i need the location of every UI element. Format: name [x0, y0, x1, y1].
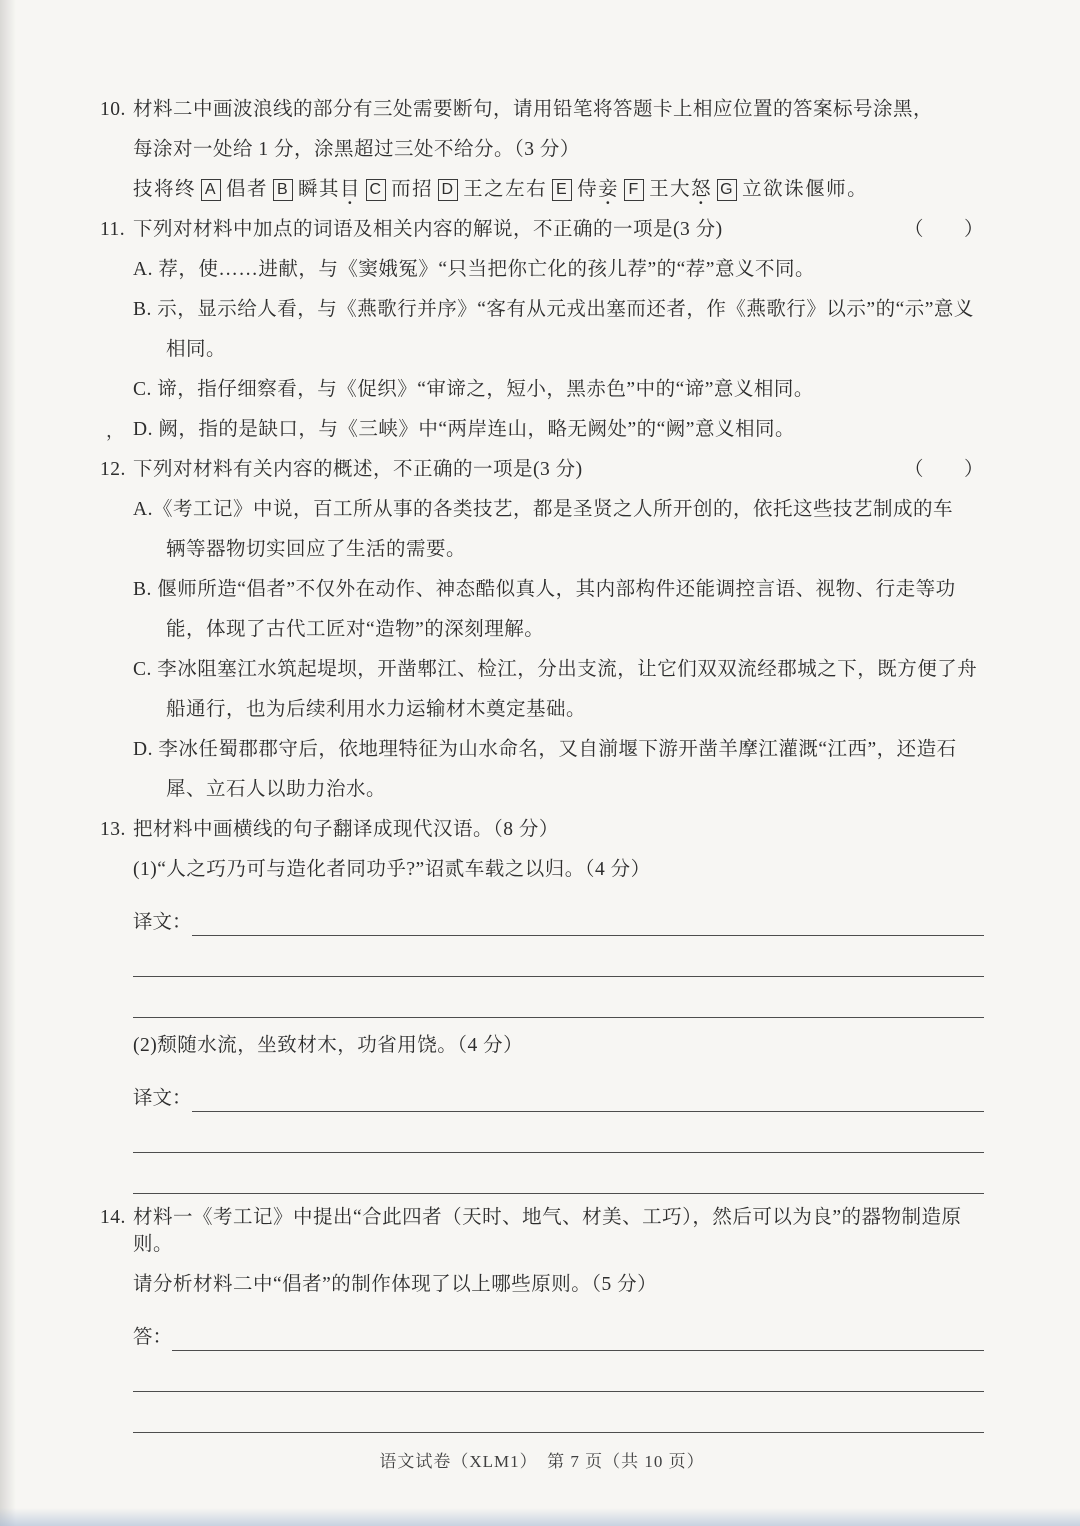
translation-label: 译文：: [133, 912, 192, 933]
q12-option-a-line-2: 辆等器物切实回应了生活的需要。: [166, 539, 467, 560]
sentence-text: 王之左右: [463, 179, 548, 200]
sentence-text: 怒: [691, 179, 713, 200]
question-12: [100, 456, 984, 803]
answer-line: [133, 977, 984, 1018]
q14-stem-line-2: 请分析材料二中“倡者”的制作体现了以上哪些原则。（5 分）: [133, 1274, 658, 1295]
sentence-text: 妾: [598, 179, 620, 200]
stem-text: 材料二中画波浪线的部分有三处需要断句，请用铅笔将答题卡上相应位置的答案标号涂黑，: [133, 99, 934, 120]
q12-option-a-line-1: A.《考工记》中说，百工所从事的各类技艺，都是圣贤之人所开创的，依托这些技艺制成的车: [133, 499, 953, 520]
question-number: 12.: [100, 459, 126, 480]
q13-stem: [100, 816, 984, 843]
sentence-text: 瞬其: [298, 179, 341, 200]
answer-bracket: （ ）: [903, 459, 984, 480]
stray-mark: ，: [106, 421, 125, 441]
question-10: [100, 96, 984, 203]
sentence-text: 而招: [391, 179, 434, 200]
q13-part-2-prompt: (2)颓随水流，坐致材木，功省用饶。（4 分）: [133, 1035, 524, 1056]
separator-option-A: A: [201, 179, 221, 201]
q12-option-d-line-2: 犀、立石人以助力治水。: [166, 779, 387, 800]
question-13: [100, 816, 984, 1194]
translation-label: 译文：: [133, 1088, 192, 1109]
answer-bracket: （ ）: [903, 219, 984, 240]
sentence-text: 技将终: [133, 179, 197, 200]
q12-option-b-line-2: 能，体现了古代工匠对“造物”的深刻理解。: [166, 619, 545, 640]
q12-option-c-line-1: C. 李冰阻塞江水筑起堤坝，开凿郫江、检江，分出支流，让它们双双流经郡城之下，既方便了舟: [133, 659, 978, 680]
separator-option-C: C: [366, 179, 386, 201]
answer-line: [133, 1351, 984, 1392]
q11-option-b-line-2: 相同。: [166, 339, 227, 360]
q11-option-d: ， D. 阙，指的是缺口，与《三峡》中“两岸连山，略无阙处”的“阙”意义相同。: [100, 416, 984, 443]
separator-option-D: D: [438, 179, 458, 201]
separator-option-E: E: [552, 179, 572, 201]
sentence-text: 王大: [649, 179, 692, 200]
q13-part-1-answer-row: [100, 896, 984, 936]
q13-part-1-prompt: (1)“人之巧乃可与造化者同功乎?”诏贰车载之以归。（4 分）: [133, 859, 651, 880]
answer-line: [172, 1350, 984, 1351]
question-11: [100, 216, 984, 443]
answer-line: [192, 935, 984, 936]
q10-stem-line-2: 每涂对一处给 1 分，涂黑超过三处不给分。（3 分）: [133, 139, 580, 160]
q11-option-a: A. 荐，使……进献，与《窦娥冤》“只当把你亡化的孩儿荐”的“荐”意义不同。: [133, 259, 815, 280]
sentence-text: 立欲诛偃师。: [742, 179, 869, 200]
answer-label: 答：: [133, 1327, 173, 1348]
stem-text: 下列对材料有关内容的概述，不正确的一项是(3 分): [133, 459, 583, 480]
separator-option-G: G: [717, 179, 737, 201]
separator-option-B: B: [273, 179, 293, 201]
q11-option-b-line-1: B. 示，显示给人看，与《燕歌行并序》“客有从元戎出塞而还者，作《燕歌行》以示”的“示”意义: [133, 299, 974, 320]
answer-line: [192, 1111, 984, 1112]
q11-stem: [100, 216, 984, 243]
q11-option-c: C. 谛，指仔细察看，与《促织》“审谛之，短小，黑赤色”中的“谛”意义相同。: [133, 379, 814, 400]
scan-bottom-edge: [0, 1508, 1080, 1526]
q10-stem-line-1: [100, 96, 984, 123]
answer-line: [133, 1153, 984, 1194]
stem-text: 下列对材料中加点的词语及相关内容的解说，不正确的一项是(3 分): [133, 219, 723, 240]
q12-option-d-line-1: D. 李冰任蜀郡郡守后，依地理特征为山水命名，又自湔堰下游开凿羊摩江灌溉“江西”，还造石: [133, 739, 957, 760]
answer-line: [133, 1112, 984, 1153]
segmentation-sentence: [100, 176, 984, 203]
stem-text: 材料一《考工记》中提出“合此四者（天时、地气、材美、工巧），然后可以为良”的器物制造原则。: [133, 1207, 962, 1255]
q12-option-b-line-1: B. 偃师所造“倡者”不仅外在动作、神态酷似真人，其内部构件还能调控言语、视物、行走等功: [133, 579, 956, 600]
sentence-text: 侍: [577, 179, 599, 200]
sentence-text: 倡者: [226, 179, 269, 200]
question-number: 13.: [100, 819, 126, 840]
question-number: 10.: [100, 99, 126, 120]
q13-part-2-answer-row: [100, 1072, 984, 1112]
sentence-text: 目: [340, 179, 362, 200]
answer-line: [133, 936, 984, 977]
q14-answer-row: [100, 1311, 984, 1351]
q12-stem: [100, 456, 984, 483]
answer-line: [133, 1392, 984, 1433]
q12-option-c-line-2: 船通行，也为后续利用水力运输材木奠定基础。: [166, 699, 587, 720]
question-14: [100, 1204, 984, 1433]
separator-option-F: F: [624, 179, 644, 201]
page-footer: 语文试卷（XLM1） 第 7 页（共 10 页）: [379, 1452, 705, 1471]
question-number: 11.: [100, 219, 126, 240]
question-number: 14.: [100, 1207, 126, 1228]
stem-text: 把材料中画横线的句子翻译成现代汉语。（8 分）: [133, 819, 559, 840]
q14-stem-line-1: [100, 1204, 984, 1258]
